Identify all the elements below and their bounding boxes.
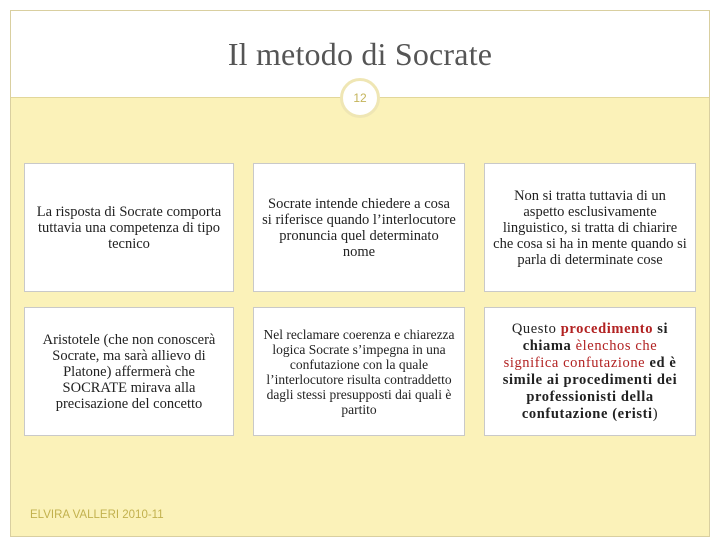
text-box-content: Nel reclamare coerenza e chiarezza logica Socrate s’impegna in una confutazione con la quale l’interlocutore risulta contraddetto dagli stessi presupposti dai quali è partito bbox=[263, 326, 455, 417]
text-box-linguistico bbox=[484, 163, 696, 292]
text-run: ed è simile ai procedimenti dei professionisti della confutazione ( bbox=[502, 354, 678, 422]
text-run: Questo bbox=[511, 320, 561, 337]
slide-title: Il metodo di Socrate bbox=[227, 36, 493, 72]
text-box-intende bbox=[253, 163, 465, 292]
footer-author: ELVIRA VALLERI 2010-11 bbox=[30, 509, 164, 521]
text-box-content bbox=[493, 321, 687, 423]
text-box-risposta bbox=[24, 163, 234, 292]
text-box-confutazione bbox=[253, 307, 465, 436]
keyword-procedimento: procedimento bbox=[560, 320, 654, 337]
text-box-content: Aristotele (che non conoscerà Socrate, ma sarà allievo di Platone) affermerà che SOCRATE mirava alla precisazione del concetto bbox=[42, 331, 216, 412]
text-run: ) bbox=[652, 405, 659, 422]
keyword-confutazione: confutazione bbox=[563, 354, 646, 371]
text-run: si chiama bbox=[522, 320, 669, 354]
text-box-content: Non si tratta tuttavia di un aspetto esclusivamente linguistico, si tratta di chiarire che cosa si ha in mente quando si parla di determinate cose bbox=[493, 187, 687, 268]
text-box-aristotele bbox=[24, 307, 234, 436]
text-box-content: La risposta di Socrate comporta tuttavia una competenza di tipo tecnico bbox=[36, 203, 222, 252]
keyword-elenchos: èlenchos bbox=[575, 337, 632, 354]
text-box-elenchos bbox=[484, 307, 696, 436]
text-box-content: Socrate intende chiedere a cosa si riferisce quando l’interlocutore pronuncia quel determinato nome bbox=[262, 195, 456, 260]
keyword-eristi: eristi bbox=[617, 405, 653, 422]
text-run: che significa bbox=[503, 337, 658, 371]
slide-number-badge: 12 bbox=[340, 78, 380, 118]
